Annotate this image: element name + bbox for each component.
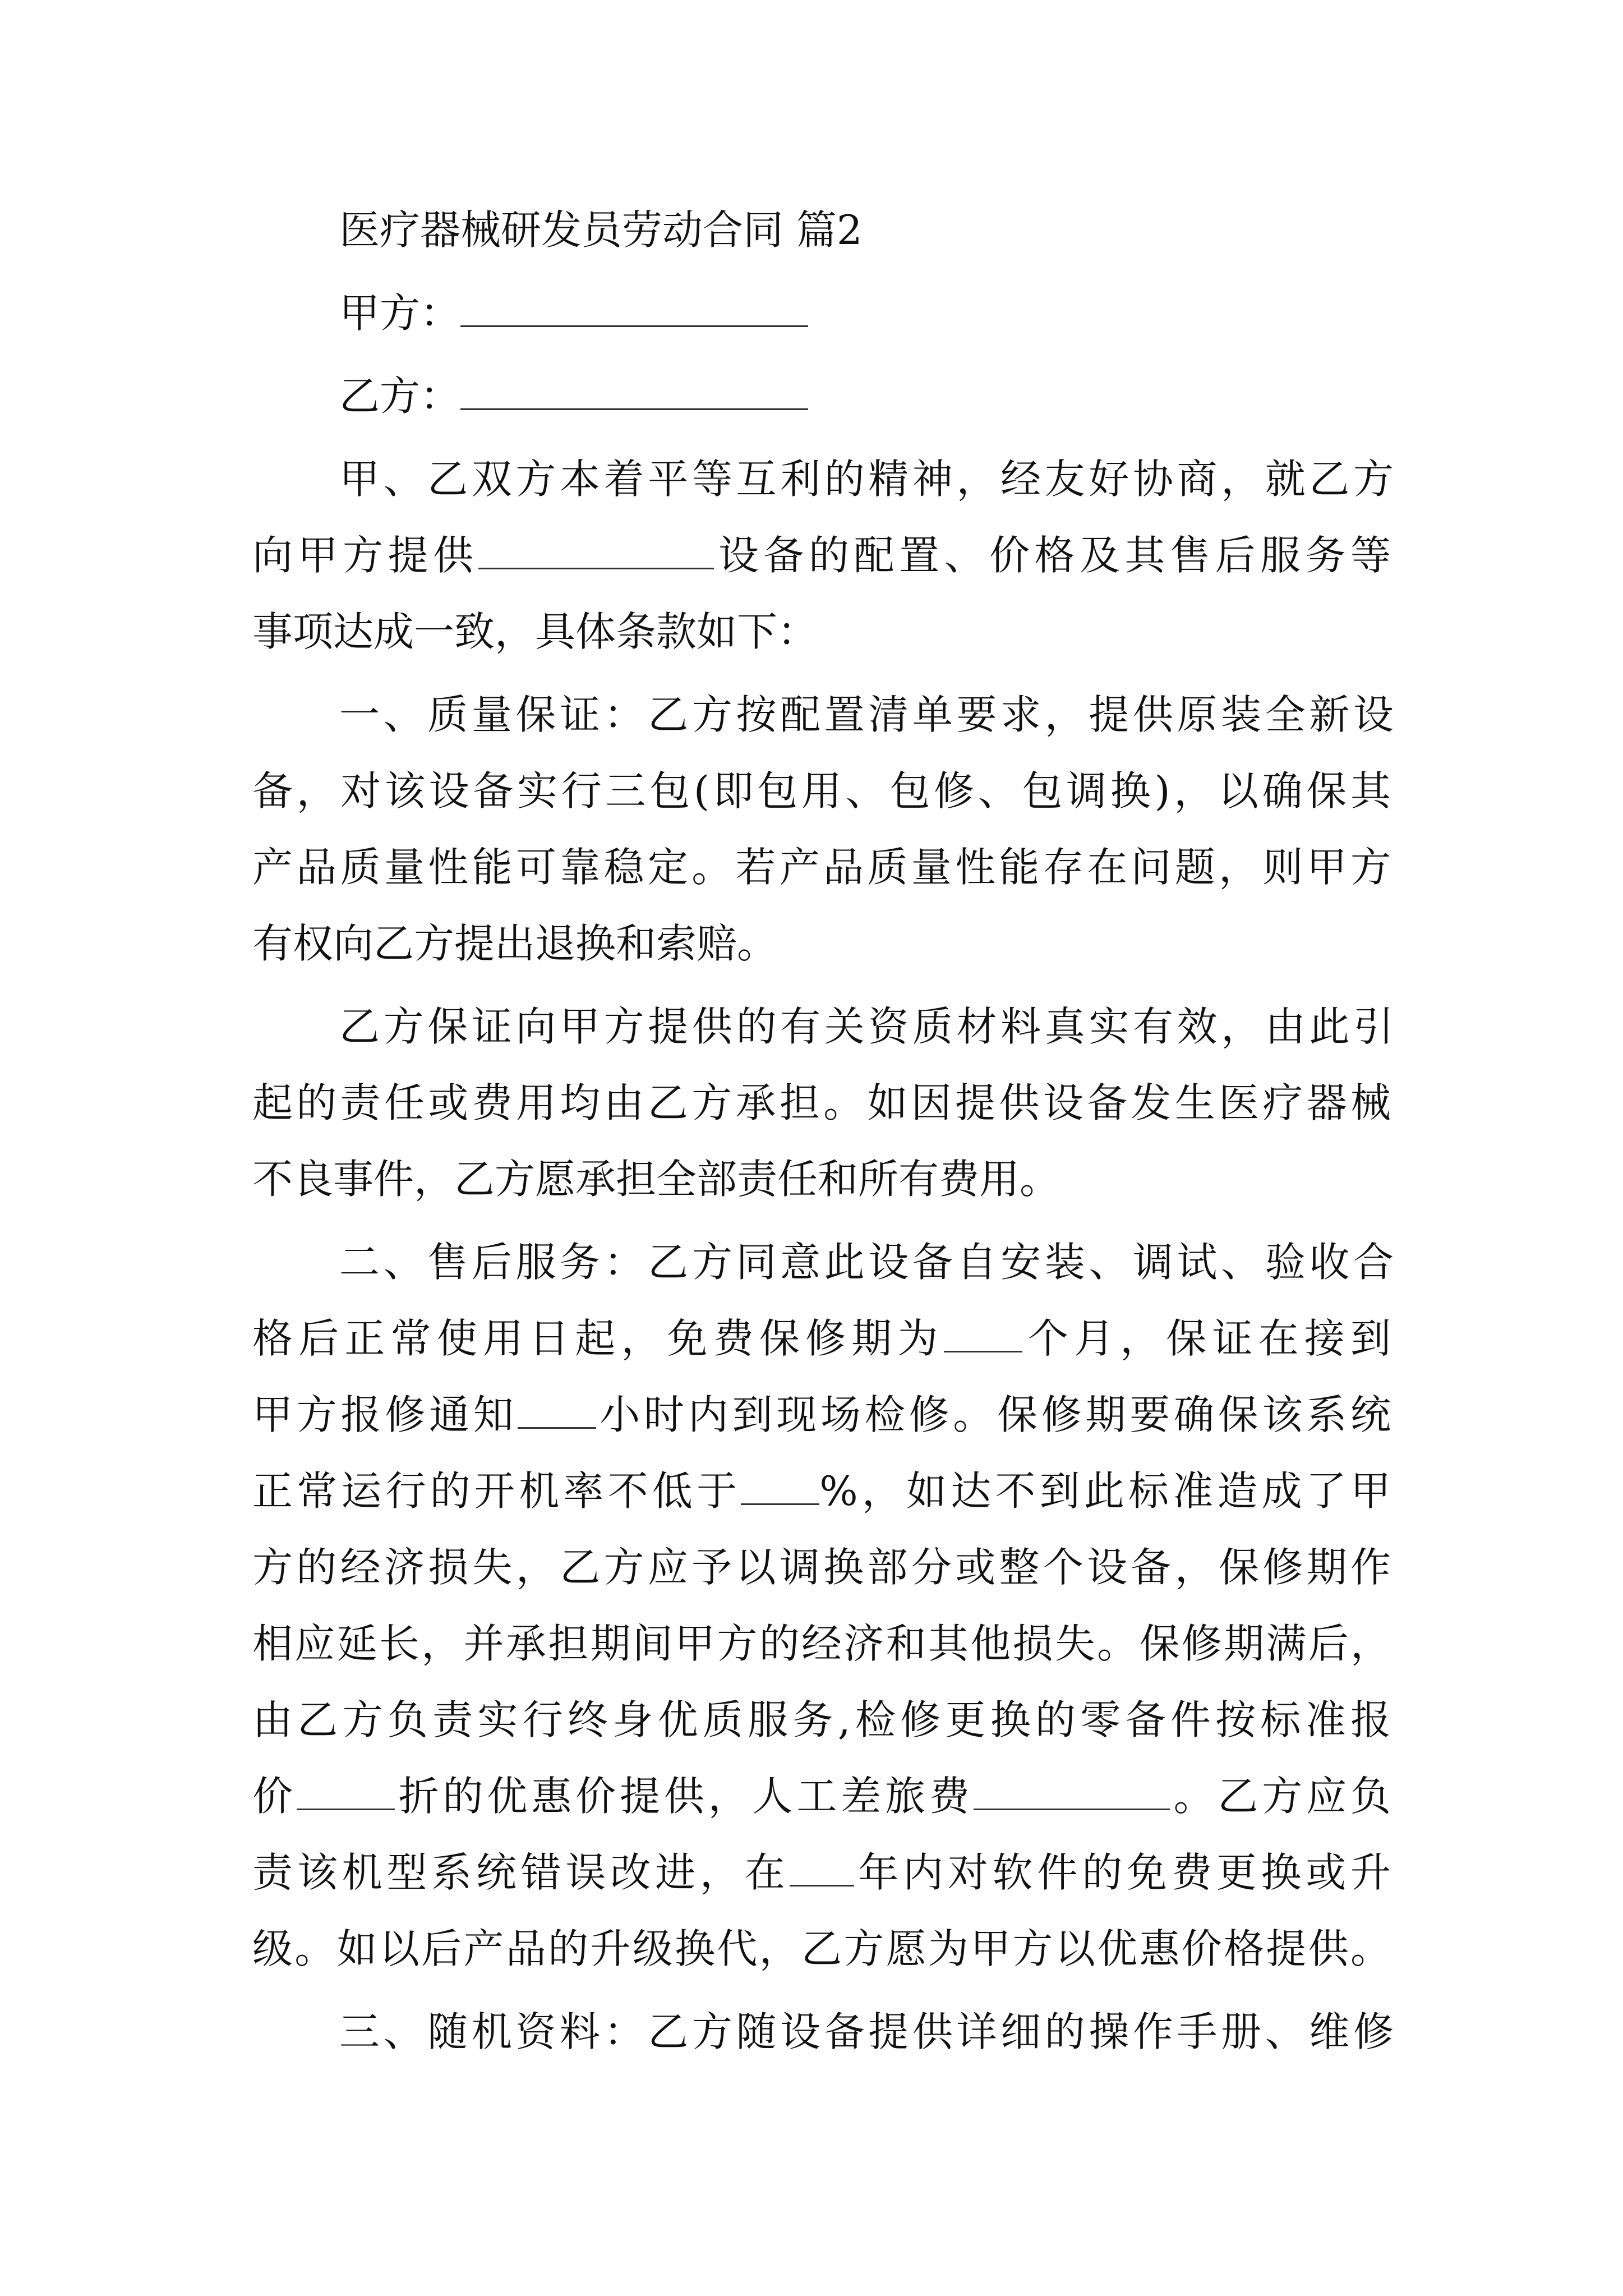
clause2-line-3: [252, 1388, 1391, 1442]
clause2-line-10: 级。如以后产品的升级换代，乙方愿为甲方以优惠价格提供。: [252, 1925, 1391, 1972]
clause1b-line-1: 乙方保证向甲方提供的有关资质材料真实有效，由此引: [339, 1003, 1394, 1050]
intro-line-3: 事项达成一致，具体条款如下：: [252, 608, 818, 655]
clause2-line-1: 二、售后服务：乙方同意此设备自安装、调试、验收合: [339, 1239, 1394, 1286]
clause2-line-9: [252, 1846, 1391, 1899]
clause2-text: 甲方报修通知: [252, 1391, 518, 1438]
clause2-line-7: 由乙方负责实行终身优质服务,检修更换的零备件按标准报: [252, 1696, 1391, 1743]
clause2-text: 格后正常使用日起，免费保修期为: [252, 1315, 944, 1362]
clause1b-line-2: 起的责任或费用均由乙方承担。如因提供设备发生医疗器械: [252, 1079, 1391, 1126]
party-a-label: 甲方：: [339, 289, 461, 337]
intro-line-2: [252, 528, 1391, 582]
clause2-line-2: [252, 1312, 1391, 1365]
clause1-line-4: 有权向乙方提出退换和索赔。: [252, 920, 778, 967]
clause1-line-2: 备，对该设备实行三包(即包用、包修、包调换)，以确保其: [252, 767, 1391, 815]
clause3-line-1: 三、随机资料：乙方随设备提供详细的操作手册、维修: [339, 2008, 1394, 2055]
clause2-text: 个月，保证在接到: [1022, 1315, 1391, 1362]
discount-blank[interactable]: [297, 1774, 395, 1810]
clause2-text: 年内对软件的免费更换或升: [854, 1849, 1391, 1896]
intro-text-b: 设备的配置、价格及其售后服务等: [713, 532, 1391, 579]
party-a-line: [339, 286, 1394, 340]
intro-text-a: 向甲方提供: [252, 532, 478, 579]
clause2-line-8: [252, 1769, 1391, 1823]
clause2-text: 小时内到现场检修。保修期要确保该系统: [596, 1391, 1391, 1438]
party-b-blank[interactable]: [460, 374, 808, 410]
clause2-text: 责该机型系统错误改进，在: [252, 1849, 790, 1896]
clause1-line-1: 一、质量保证：乙方按配置清单要求，提供原装全新设: [339, 691, 1394, 738]
clause2-text: 正常运行的开机率不低于: [252, 1467, 741, 1515]
document-title: 医疗器械研发员劳动合同 篇2: [339, 206, 863, 254]
clause2-text: 折的优惠价提供，人工差旅费: [394, 1773, 974, 1820]
clause2-text: 价: [252, 1773, 297, 1820]
intro-line-1: 甲、乙双方本着平等互利的精神，经友好协商，就乙方: [339, 455, 1394, 503]
software-years-blank[interactable]: [790, 1850, 854, 1887]
travel-cost-blank[interactable]: [974, 1774, 1170, 1810]
party-a-blank[interactable]: [460, 291, 808, 327]
clause1-line-3: 产品质量性能可靠稳定。若产品质量性能存在问题，则甲方: [252, 844, 1391, 891]
clause2-line-5: 方的经济损失，乙方应予以调换部分或整个设备，保修期作: [252, 1544, 1391, 1591]
clause1b-line-3: 不良事件，乙方愿承担全部责任和所有费用。: [252, 1156, 1061, 1203]
warranty-months-blank[interactable]: [944, 1316, 1022, 1352]
equipment-blank[interactable]: [478, 533, 714, 569]
clause2-line-4: [252, 1464, 1391, 1518]
clause2-line-6: 相应延长，并承担期间甲方的经济和其他损失。保修期满后，: [252, 1620, 1391, 1667]
party-b-line: [339, 369, 1394, 423]
clause2-text: %，如达不到此标准造成了甲: [819, 1467, 1391, 1515]
uptime-percent-blank[interactable]: [741, 1469, 819, 1505]
clause2-text: 。乙方应负: [1169, 1773, 1391, 1820]
party-b-label: 乙方：: [339, 372, 461, 420]
response-hours-blank[interactable]: [518, 1392, 596, 1429]
